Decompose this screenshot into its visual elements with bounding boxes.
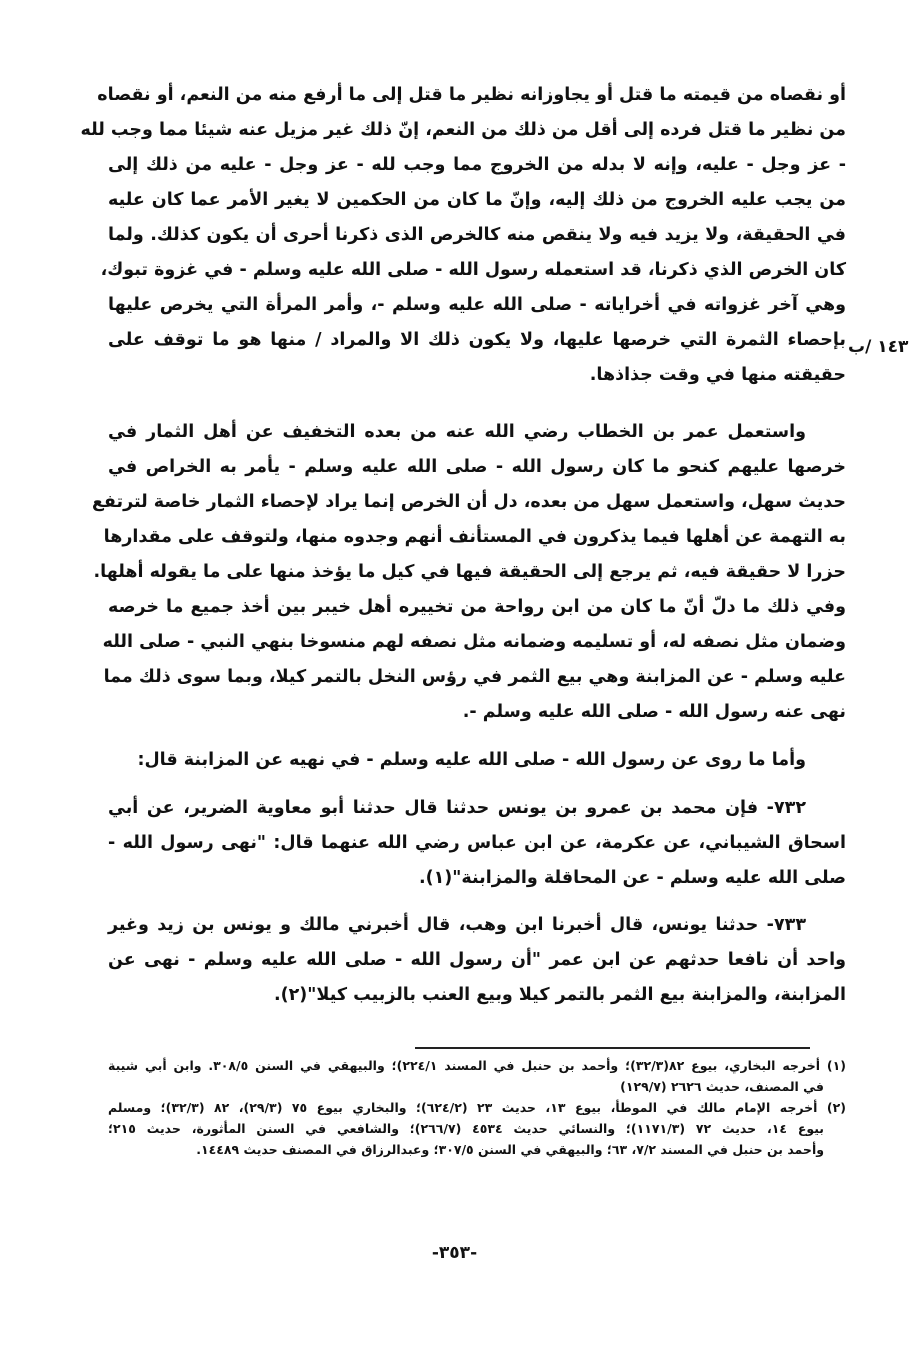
text-line: نهى عنه رسول الله - صلى الله عليه وسلم -. — [462, 702, 846, 722]
footnote-line: وأحمد بن حنبل في المسند ٧/٢، ٦٣؛ والبيهقي في السنن ٣٠٧/٥؛ وعبدالرزاق في المصنف حديث ١٤٤٨٩. — [196, 1142, 824, 1157]
text-line: ٧٣٢- فإن محمد بن عمرو بن يونس حدثنا قال حدثنا أبو معاوية الضرير، عن أبي — [108, 798, 806, 818]
text-line: حقيقته منها في وقت جذاذها. — [589, 365, 846, 385]
text-line: وأما ما روى عن رسول الله - صلى الله عليه وسلم - في نهيه عن المزابنة قال: — [137, 750, 806, 770]
text-line: في الحقيقة، ولا يزيد فيه ولا ينقص منه كالخرص الذى ذكرنا أحرى أن يكون كذلك. ولما — [108, 225, 846, 245]
text-line: ٧٣٣- حدثنا يونس، قال أخبرنا ابن وهب، قال أخبرني مالك و يونس بن زيد وغير — [108, 915, 806, 935]
hadith-733 — [108, 908, 846, 1013]
text-line: واحد أن نافعا حدثهم عن ابن عمر "أن رسول الله - صلى الله عليه وسلم - نهى عن — [108, 950, 846, 970]
text-line: وفي ذلك ما دلّ أنّ ما كان من ابن رواحة من تخييره أهل خيبر بين أخذ جميع ما خرصه — [108, 597, 846, 617]
footnote-divider — [415, 1047, 810, 1049]
text-line: المزابنة، والمزابنة بيع الثمر بالتمر كيلا وبيع العنب بالزبيب كيلا"(٢). — [273, 985, 846, 1005]
manuscript-folio-note: ١٤٣ /ب — [848, 337, 909, 357]
footnote-line: (٢) أخرجه الإمام مالك في الموطأ، بيوع ١٣، حديث ٢٣ (٦٢٤/٢)؛ والبخاري بيوع ٧٥ (٢٩/٣)، ٨٢ (٣٢/٣)؛ ومسلم — [108, 1100, 846, 1115]
text-line: - عز وجل - عليه، وإنه لا بدله من الخروج مما وجب لله - عز وجل - عليه من ذلك إلى — [108, 155, 846, 175]
text-line: صلى الله عليه وسلم - عن المحاقلة والمزابنة"(١). — [418, 868, 846, 888]
text-line: حديث سهل، واستعمل سهل من بعده، دل أن الخرص إنما يراد لإحصاء الثمار خاصة لترتفع — [91, 492, 846, 512]
text-line: وضمان مثل نصفه له، أو تسليمه وضمانه مثل نصفه لهم منسوخا بنهي النبي - صلى الله — [102, 632, 846, 652]
text-line: حزرا لا حقيقة فيه، ثم يرجع إلى الحقيقة فيها في كيل ما يؤخذ منها على ما يقوله أهلها. — [93, 562, 846, 582]
footnote-line: في المصنف، حديث ٢٦٢٦ (١٢٩/٧) — [620, 1079, 824, 1094]
footnote-line: (١) أخرجه البخاري، بيوع ٨٢(٣٢/٣)؛ وأحمد بن حنبل في المسند ٢٢٤/١)؛ والبيهقي في السنن ٣٠٨/٥. وابن أبي شيبة — [108, 1058, 846, 1073]
text-line: عليه وسلم - عن المزابنة وهي بيع الثمر في رؤس النخل بالتمر كيلا، وبما سوى ذلك مما — [103, 667, 846, 687]
text-line: كان الخرص الذي ذكرنا، قد استعمله رسول الله - صلى الله عليه وسلم - في غزوة تبوك، — [100, 260, 846, 280]
hadith-732 — [108, 791, 846, 896]
footnote-line: بيوع ١٤، حديث ٧٢ (١١٧١/٣)؛ والنسائي حديث ٤٥٣٤ (٢٦٦/٧)؛ والشافعي في السنن المأثورة، حديث ٢١٥؛ — [108, 1121, 824, 1136]
paragraph-2 — [91, 415, 846, 730]
text-line: أو نقصاه من قيمته ما قتل أو يجاوزانه نظير ما قتل إلى ما أرفع منه من النعم، أو نقصاه — [97, 85, 846, 105]
paragraph-1 — [80, 78, 846, 393]
text-line: من نظير ما قتل فرده إلى أقل من ذلك من النعم، إنّ ذلك غير مزيل عنه شيئا مما وجب لله — [80, 120, 846, 140]
text-line: وهي آخر غزواته في أخراياته - صلى الله عليه وسلم -، وأمر المرأة التي يخرص عليها — [108, 295, 846, 315]
text-line: بإحصاء الثمرة التي خرصها عليها، ولا يكون ذلك الا والمراد / منها هو ما توقف على — [108, 330, 846, 350]
text-line: من يجب عليه الخروج من ذلك إليه، وإنّ ما كان من الحكمين لا يغير الأمر عما كان عليه — [108, 190, 846, 210]
text-line: اسحاق الشيباني، عن عكرمة، عن ابن عباس رضي الله عنهما قال: "نهى رسول الله - — [108, 833, 846, 853]
paragraph-3 — [108, 743, 846, 778]
footnote-1 — [108, 1055, 846, 1097]
text-line: به التهمة عن أهلها فيما يذكرون في المستأنف أنهم وجدوه منها، ولتوقف على مقدارها — [103, 527, 846, 547]
text-line: واستعمل عمر بن الخطاب رضي الله عنه من بعده التخفيف عن أهل الثمار في — [108, 422, 806, 442]
footnote-2 — [108, 1097, 846, 1160]
text-line: خرصها عليهم كنحو ما كان رسول الله - صلى الله عليه وسلم - يأمر به الخراص في — [108, 457, 846, 477]
page-number: -٣٥٣- — [431, 1243, 478, 1263]
